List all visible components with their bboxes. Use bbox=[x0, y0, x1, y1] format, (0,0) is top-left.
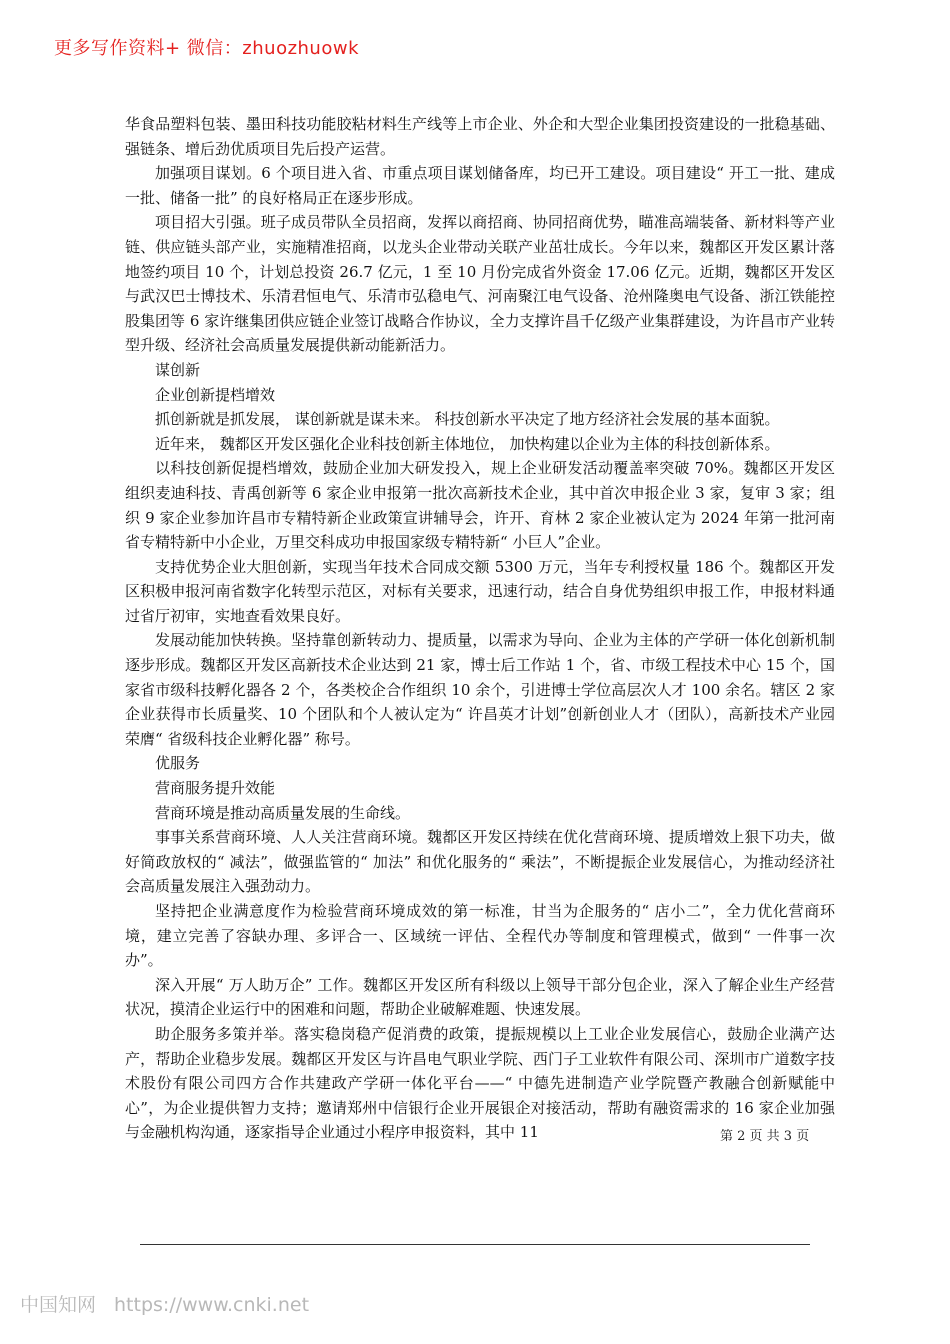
promo-banner: 更多写作资料+ 微信：zhuozhuowk bbox=[54, 38, 360, 59]
paragraph: 华食品塑料包装、墨田科技功能胶粘材料生产线等上市企业、外企和大型企业集团投资建设的一批稳基础、强链条、增后劲优质项目先后投产运营。 bbox=[125, 115, 835, 158]
paragraph: 事事关系营商环境、人人关注营商环境。魏都区开发区持续在优化营商环境、提质增效上狠下功夫，做好简政放权的“ 减法”，做强监管的“ 加法” 和优化服务的“ 乘法”，不断提振企业发展信心，为推动经济社会高质量发展注入强劲动力。 bbox=[125, 828, 835, 896]
paragraph: 近年来， 魏都区开发区强化企业科技创新主体地位， 加快构建以企业为主体的科技创新体系。 bbox=[155, 434, 780, 453]
cnki-watermark bbox=[20, 1290, 327, 1317]
paragraph: 深入开展“ 万人助万企” 工作。魏都区开发区所有科级以上领导干部分包企业，深入了解企业生产经营状况，摸清企业运行中的困难和问题，帮助企业破解难题、快速发展。 bbox=[125, 975, 835, 1019]
document-body bbox=[125, 112, 835, 1145]
page-number: 第 2 页 共 3 页 bbox=[720, 1129, 810, 1144]
paragraph: 支持优势企业大胆创新，实现当年技术合同成交额 5300 万元，当年专利授权量 186 个。魏都区开发区积极申报河南省数字化转型示范区，对标有关要求，迅速行动，结合自身优势组织申报工作，申报材料通过省厅初审，实地查看效果良好。 bbox=[125, 557, 835, 625]
paragraph: 企业创新提档增效 bbox=[155, 385, 276, 404]
paragraph: 助企服务多策并举。落实稳岗稳产促消费的政策，提振规模以上工业企业发展信心，鼓励企业满产达产，帮助企业稳步发展。魏都区开发区与许昌电气职业学院、西门子工业软件有限公司、深圳市广道数字技术股份有限公司四方合作共建政产学研一体化平台——“ 中德先进制造产业学院暨产教融合创新赋能中心”，为企业提供智力支持；邀请郑州中信银行企业开展银企对接活动，帮助有融资需求的 16 家企业加强与金融机构沟通，逐家指导企业通过小程序申报资料，其中 11 bbox=[125, 1024, 835, 1142]
paragraph: 谋创新 bbox=[155, 360, 201, 379]
paragraph: 营商服务提升效能 bbox=[155, 779, 276, 798]
watermark-url: https://www.cnki.net bbox=[114, 1294, 310, 1316]
paragraph: 项目招大引强。班子成员带队全员招商，发挥以商招商、协同招商优势，瞄准高端装备、新材料等产业链、供应链头部产业，实施精准招商，以龙头企业带动关联产业茁壮成长。今年以来，魏都区开发区累计落地签约项目 10 个，计划总投资 26.7 亿元，1 至 10 月份完成省外资金 17.06 亿元。近期，魏都区开发区与武汉巴士博技术、乐清君恒电气、乐清市弘稳电气、河南聚江电气设备、沧州隆奥电气设备、浙江铁能控股集团等 6 家许继集团供应链企业签订战略合作协议，全力支撑许昌千亿级产业集群建设，为许昌市产业转型升级、经济社会高质量发展提供新动能新活力。 bbox=[125, 213, 835, 355]
paragraph: 加强项目谋划。6 个项目进入省、市重点项目谋划储备库，均已开工建设。项目建设“ 开工一批、建成一批、储备一批” 的良好格局正在逐步形成。 bbox=[125, 164, 835, 207]
paragraph: 发展动能加快转换。坚持靠创新转动力、提质量，以需求为导向、企业为主体的产学研一体化创新机制逐步形成。魏都区开发区高新技术企业达到 21 家，博士后工作站 1 个，省、市级工程技术中心 15 个，国家省市级科技孵化器各 2 个，各类校企合作组织 10 余个，引进博士学位高层次人才 100 余名。辖区 2 家企业获得市长质量奖、10 个团队和个人被认定为“ 许昌英才计划”创新创业人才（团队），高新技术产业园荣膺“ 省级科技企业孵化器” 称号。 bbox=[125, 631, 835, 748]
paragraph: 坚持把企业满意度作为检验营商环境成效的第一标准，甘当为企服务的“ 店小二”，全力优化营商环境，建立完善了容缺办理、多评合一、区域统一评估、全程代办等制度和管理模式，做到“ 一件事一次办”。 bbox=[125, 902, 835, 970]
paragraph: 以科技创新促提档增效，鼓励企业加大研发投入，规上企业研发活动覆盖率突破 70%。魏都区开发区组织麦迪科技、青禹创新等 6 家企业申报第一批次高新技术企业，其中首次申报企业 3 家，复审 3 家；组织 9 家企业参加许昌市专精特新企业政策宣讲辅导会，许开、育林 2 家企业被认定为 2024 年第一批河南省专精特新中小企业，万里交科成功申报国家级专精特新“ 小巨人”企业。 bbox=[125, 459, 835, 552]
paragraph: 营商环境是推动高质量发展的生命线。 bbox=[155, 803, 411, 822]
watermark-site-name: 中国知网 bbox=[20, 1294, 97, 1316]
paragraph: 抓创新就是抓发展， 谋创新就是谋未来。 科技创新水平决定了地方经济社会发展的基本面貌。 bbox=[155, 410, 780, 429]
footer-divider bbox=[140, 1244, 810, 1245]
paragraph: 优服务 bbox=[155, 754, 201, 773]
